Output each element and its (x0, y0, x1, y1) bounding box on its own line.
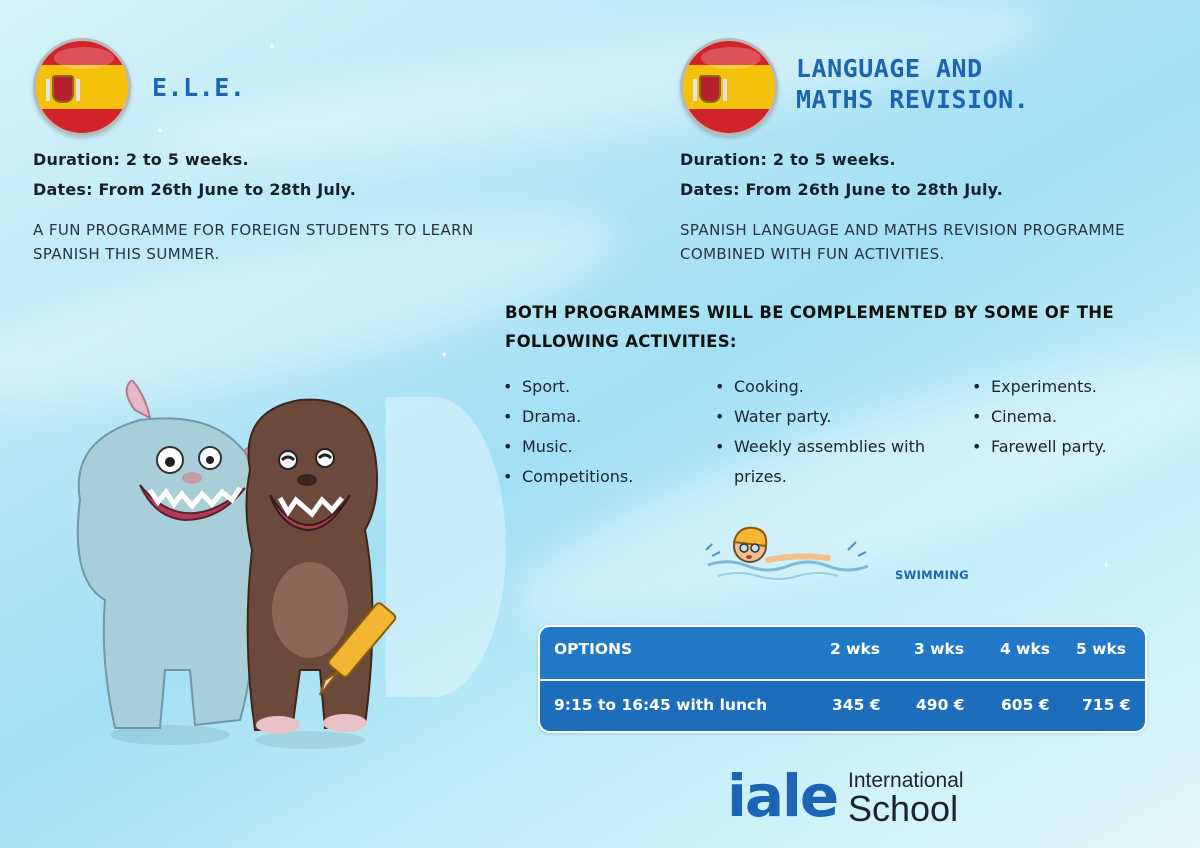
sparkle-icon: ✦ (1102, 560, 1111, 571)
price-4-weeks: 605 € (1001, 696, 1050, 714)
programme-dates: Dates: From 26th June to 28th July. (33, 180, 357, 199)
brown-monster (246, 400, 377, 749)
programme-title-line: LANGUAGE AND (796, 54, 983, 83)
sparkle-icon: ✦ (156, 126, 165, 137)
activities-heading-line: BOTH PROGRAMMES WILL BE COMPLEMENTED BY SOME OF THE (505, 303, 1114, 322)
price-table-row (540, 681, 1145, 733)
weeks-2-header: 2 wks (830, 640, 881, 658)
programme-title (796, 53, 1029, 115)
options-header: OPTIONS (554, 640, 633, 658)
activity-item: • Weekly assemblies with (712, 432, 962, 462)
activity-item: • Water party. (712, 402, 962, 432)
logo-international: International (848, 769, 964, 792)
spain-flag-icon (33, 38, 131, 136)
description-line: SPANISH THIS SUMMER. (33, 245, 220, 263)
price-table (538, 625, 1147, 733)
price-3-weeks: 490 € (916, 696, 965, 714)
activity-item: • Cinema. (969, 402, 1169, 432)
swimmer-icon (698, 520, 878, 594)
price-table-header-row (540, 627, 1145, 679)
option-label: 9:15 to 16:45 with lunch (554, 696, 768, 714)
activities-heading-line: FOLLOWING ACTIVITIES: (505, 332, 737, 351)
weeks-4-header: 4 wks (1000, 640, 1051, 658)
description-line: SPANISH LANGUAGE AND MATHS REVISION PROGRAMME (680, 221, 1125, 239)
description-line: A FUN PROGRAMME FOR FOREIGN STUDENTS TO LEARN (33, 221, 474, 239)
activities-heading (505, 298, 1165, 356)
logo-brand: iale (727, 762, 838, 830)
programme-description (680, 218, 1125, 266)
activities-column-1 (500, 372, 690, 492)
blue-monster (78, 380, 268, 745)
weeks-5-header: 5 wks (1076, 640, 1127, 658)
activity-item-continuation: prizes. (734, 467, 787, 486)
programme-duration: Duration: 2 to 5 weeks. (680, 150, 896, 169)
spain-flag-icon (680, 38, 778, 136)
description-line: COMBINED WITH FUN ACTIVITIES. (680, 245, 945, 263)
activity-item: • Sport. (500, 372, 690, 402)
activities-column-2 (712, 372, 962, 492)
monster-characters-illustration (20, 380, 460, 750)
programme-title: E.L.E. (152, 73, 246, 102)
activity-item: • Cooking. (712, 372, 962, 402)
activity-item: • Farewell party. (969, 432, 1169, 462)
programme-description (33, 218, 474, 266)
programme-title-line: MATHS REVISION. (796, 85, 1030, 114)
weeks-3-header: 3 wks (914, 640, 965, 658)
activity-item: • Drama. (500, 402, 690, 432)
price-2-weeks: 345 € (832, 696, 881, 714)
activity-item: • Music. (500, 432, 690, 462)
iale-logo (727, 762, 987, 835)
activities-column-3 (969, 372, 1169, 462)
sparkle-icon: ✦ (268, 42, 277, 53)
logo-school: School (848, 788, 959, 829)
activity-item: • Experiments. (969, 372, 1169, 402)
price-5-weeks: 715 € (1082, 696, 1131, 714)
activity-item: • Competitions. (500, 462, 690, 492)
sparkle-icon: ✦ (440, 350, 449, 361)
programme-duration: Duration: 2 to 5 weeks. (33, 150, 249, 169)
programme-dates: Dates: From 26th June to 28th July. (680, 180, 1004, 199)
swimming-label: SWIMMING (895, 568, 969, 582)
